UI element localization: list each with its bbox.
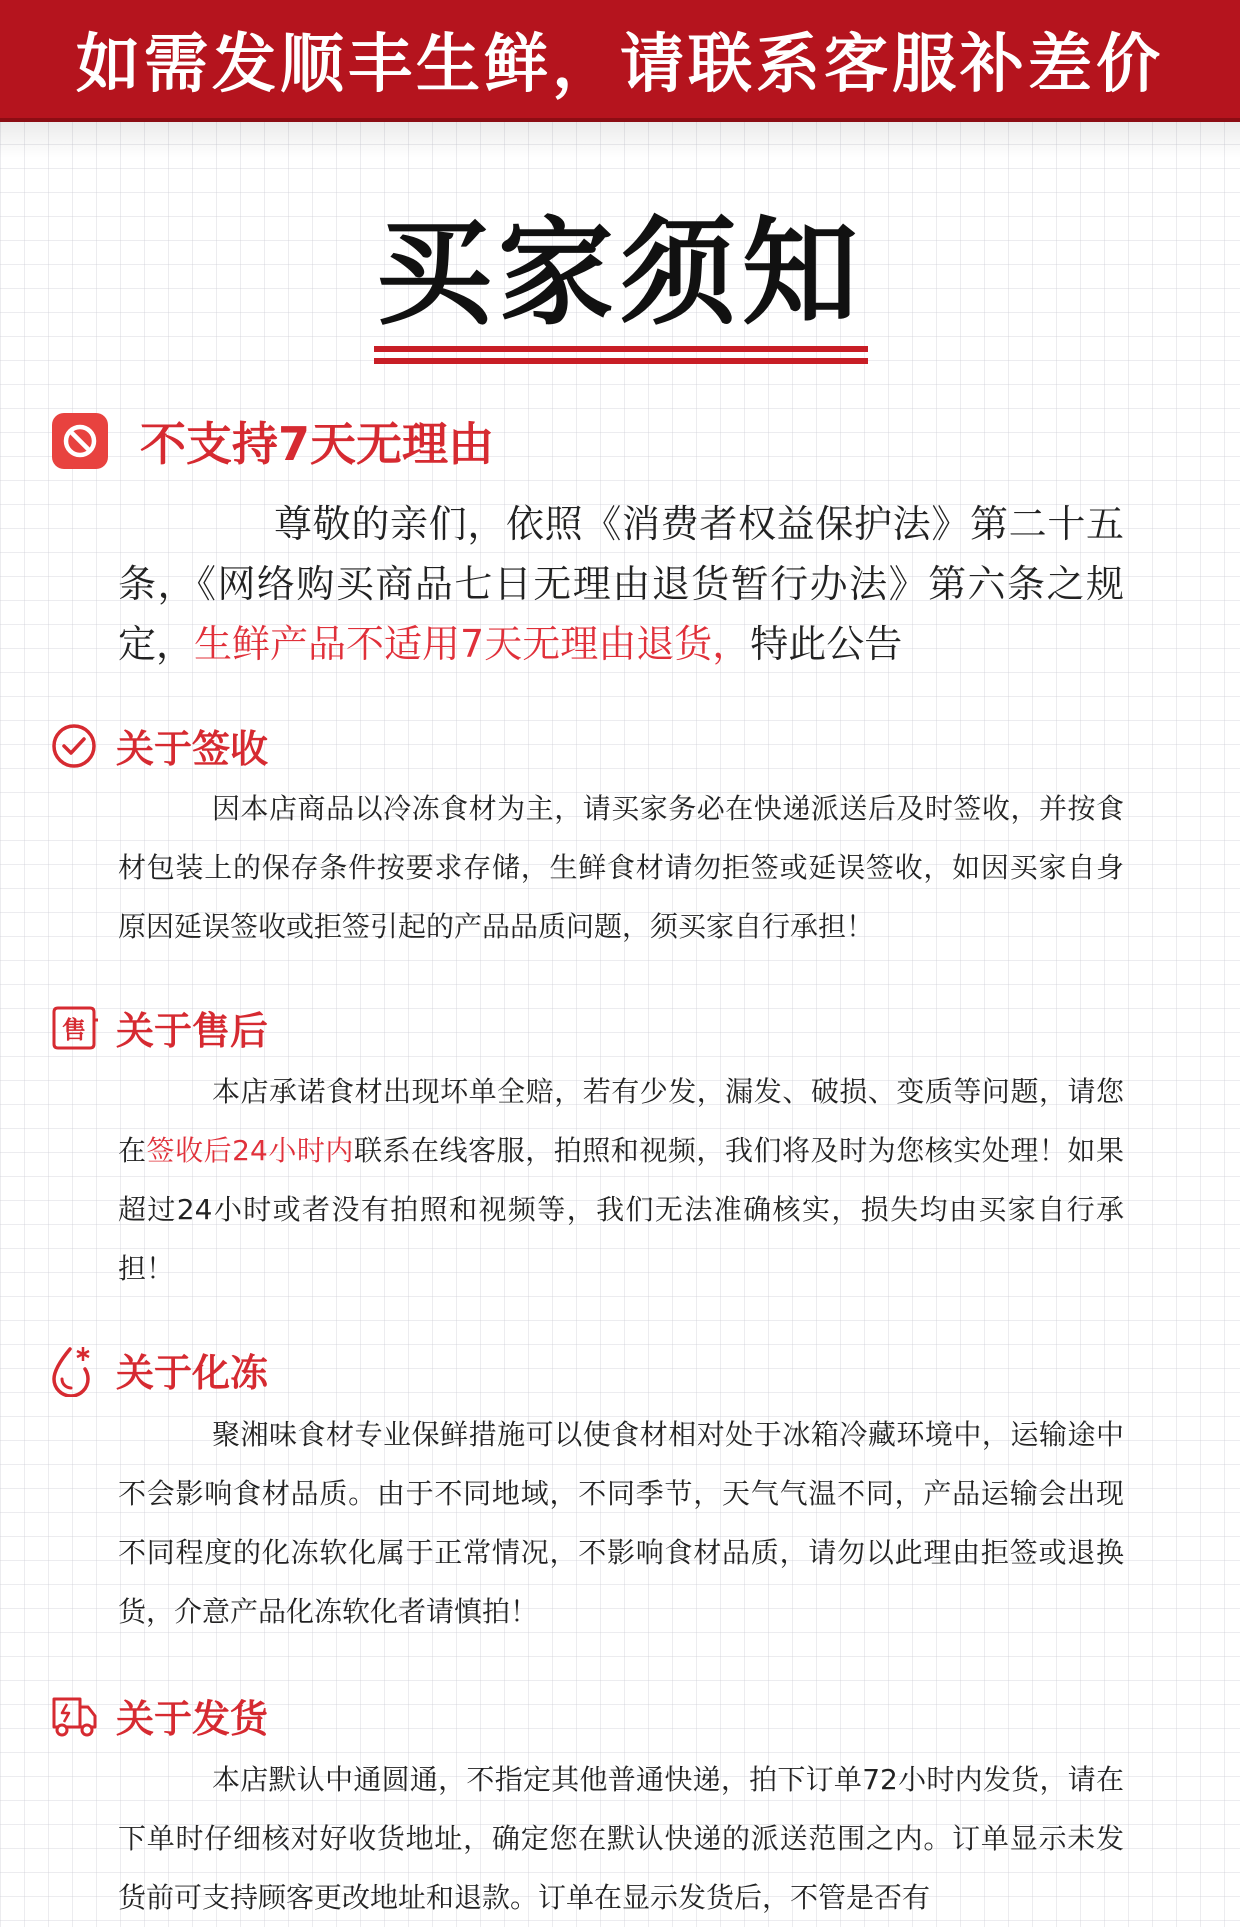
section-heading: 关于售后 [116, 1009, 269, 1053]
section-thaw-heading [50, 1342, 268, 1397]
highlight-text: 签收后24小时内 [146, 1134, 354, 1167]
banner-text: 如需发顺丰生鲜，请联系客服补差价 [76, 28, 1164, 102]
after-sales-icon-char: 售 [62, 1016, 86, 1044]
section-no-return-heading [50, 408, 494, 474]
section-heading: 关于化冻 [116, 1351, 269, 1395]
banner-shadow [0, 122, 1240, 158]
thaw-drop-icon [50, 1343, 94, 1397]
no-entry-icon [50, 411, 110, 471]
body-text: 联系在线客服，拍照和视频，我们将及时为您核实处理！如果超过24小时或者没有拍照和视频等，我们无法准确核实，损失均由买家自行承担！ [118, 1134, 1124, 1285]
title-double-rule [374, 346, 868, 364]
section-signing-body: 因本店商品以冷冻食材为主，请买家务必在快递派送后及时签收，并按食材包装上的保存条件按要求存储，生鲜食材请勿拒签或延误签收，如因买家自身原因延误签收或拒签引起的产品品质问题，须买家自行承担！ [118, 792, 1124, 943]
body-text: 本店承诺食材出现坏单全赔，若有少发，漏发、破损、变质等问题，请您在 [118, 1075, 1124, 1167]
delivery-truck-icon [50, 1693, 98, 1739]
page-title: 买家须知 [376, 206, 864, 341]
section-no-return-body [118, 494, 1124, 674]
section-shipping-heading [50, 1688, 268, 1743]
top-banner [0, 0, 1240, 122]
check-circle-icon [50, 722, 98, 770]
body-text: 特此公告 [750, 622, 903, 666]
section-heading: 关于签收 [116, 727, 269, 771]
section-shipping-body: 本店默认中通圆通，不指定其他普通快递，拍下订单72小时内发货，请在下单时仔细核对好收货地址，确定您在默认快递的派送范围之内。订单显示未发货前可支持顾客更改地址和退款。订单在显示发货后，不管是否有 [118, 1763, 1124, 1914]
section-aftersales-body [118, 1062, 1124, 1298]
section-heading: 不支持7天无理由 [140, 417, 495, 471]
body-text: 尊敬的亲们，依照《消费者权益保护法》第二十五条，《网络购买商品七日无理由退货暂行办法》第六条之规定， [118, 502, 1124, 666]
highlight-text: 生鲜产品不适用7天无理由退货， [194, 622, 751, 666]
section-heading: 关于发货 [116, 1697, 269, 1741]
section-thaw-body: 聚湘味食材专业保鲜措施可以使食材相对处于冰箱冷藏环境中，运输途中不会影响食材品质。由于不同地域，不同季节，天气气温不同，产品运输会出现不同程度的化冻软化属于正常情况，不影响食材品质，请勿以此理由拒签或退换货，介意产品化冻软化者请慎拍！ [118, 1418, 1124, 1628]
after-sales-icon [50, 1002, 98, 1054]
section-signing-heading [50, 718, 268, 773]
section-aftersales-heading [50, 1000, 268, 1055]
